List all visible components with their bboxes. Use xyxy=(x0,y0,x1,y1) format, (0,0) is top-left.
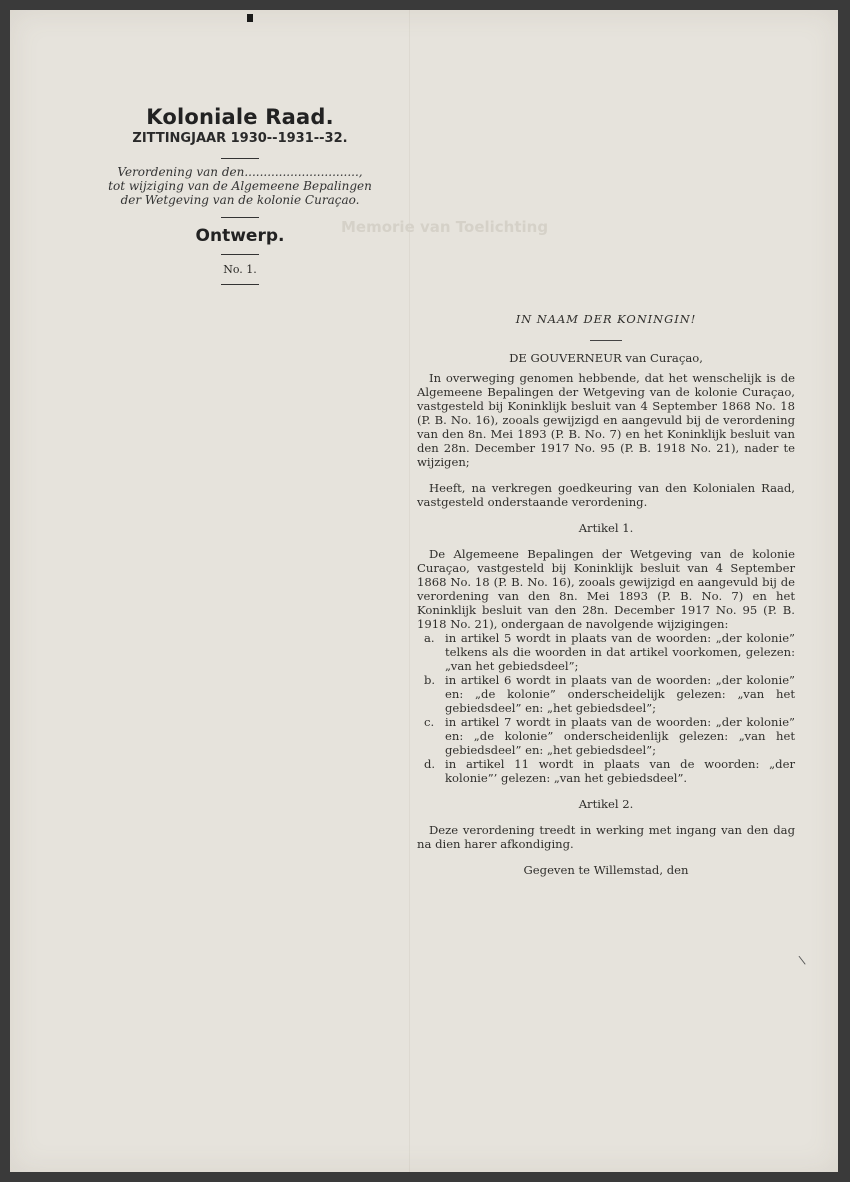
invocation: IN NAAM DER KONINGIN! xyxy=(515,312,697,326)
divider xyxy=(221,217,259,218)
page-fold xyxy=(409,10,410,1172)
ordinance-body xyxy=(417,312,795,877)
list-item: a. in artikel 5 wordt in plaats van de woorden: „der kolonie” telkens als die woorden in dat artikel voorkomen, gelezen: „van het gebiedsdeel”; xyxy=(424,631,795,673)
article-1-intro: De Algemeene Bepalingen der Wetgeving van de kolonie Curaçao, vastgesteld bij Koninklijk besluit van 4 September 1868 No. 18 (P. B. No. 16), zooals gewijzigd en aangevuld bij de verordening van den 8n. Mei 1893 (P. B. No. 7) en het Koninklijk besluit van den 28n. December 1917 No. 95 (P. B. 1918 No. 21), ondergaan de navolgende wijzigingen: xyxy=(417,547,795,631)
list-item: b. in artikel 6 wordt in plaats van de woorden: „der kolonie” en: „de kolonie” onderscheidelijk gelezen: „van het gebiedsdeel” en: „het gebiedsdeel”; xyxy=(424,673,795,715)
list-item: c. in artikel 7 wordt in plaats van de woorden: „der kolonie” en: „de kolonie” onderscheidenlijk gelezen: „van het gebiedsdeel” en: „het gebiedsdeel”; xyxy=(424,715,795,757)
divider xyxy=(221,254,259,255)
bleed-through-text: Memorie van Toelichting xyxy=(341,218,549,236)
document-page xyxy=(10,10,838,1172)
council-title: Koloniale Raad. xyxy=(146,105,334,129)
document-header xyxy=(85,105,395,285)
amendment-list xyxy=(417,631,795,785)
list-item: d. in artikel 11 wordt in plaats van de woorden: „der kolonie”’ gelezen: „van het gebiedsdeel”. xyxy=(424,757,795,785)
session-year: ZITTINGJAAR 1930--1931--32. xyxy=(132,131,348,146)
pencil-mark: \ xyxy=(797,952,807,968)
document-number: No. 1. xyxy=(223,263,257,276)
article-2-text: Deze verordening treedt in werking met ingang van den dag na dien harer afkondiging. xyxy=(417,823,795,851)
closing-line: Gegeven te Willemstad, den xyxy=(523,863,689,877)
ordinance-subject: Verordening van den.............................., tot wijziging van de Algemeene Bepalingen der Wetgeving van de kolonie Curaçao. xyxy=(108,165,372,207)
article-1-heading: Artikel 1. xyxy=(578,521,634,535)
draft-label: Ontwerp. xyxy=(195,226,285,246)
article-2-heading: Artikel 2. xyxy=(578,797,634,811)
preamble: In overweging genomen hebbende, dat het wenschelijk is de Algemeene Bepalingen der Wetgeving van de kolonie Curaçao, vastgesteld bij Koninklijk besluit van 4 September 1868 No. 18 (P. B. No. 16), zooals gewijzigd en aangevuld bij de verordening van den 8n. Mei 1893 (P. B. No. 7) en het Koninklijk besluit van den 28n. December 1917 No. 95 (P. B. 1918 No. 21), nader te wijzigen; xyxy=(417,371,795,469)
divider xyxy=(221,284,259,285)
enactment-clause: Heeft, na verkregen goedkeuring van den Kolonialen Raad, vastgesteld onderstaande verordening. xyxy=(417,481,795,509)
binding-mark xyxy=(247,14,253,22)
authority-line: DE GOUVERNEUR van Curaçao, xyxy=(509,351,703,365)
divider xyxy=(590,340,622,341)
divider xyxy=(221,158,259,159)
